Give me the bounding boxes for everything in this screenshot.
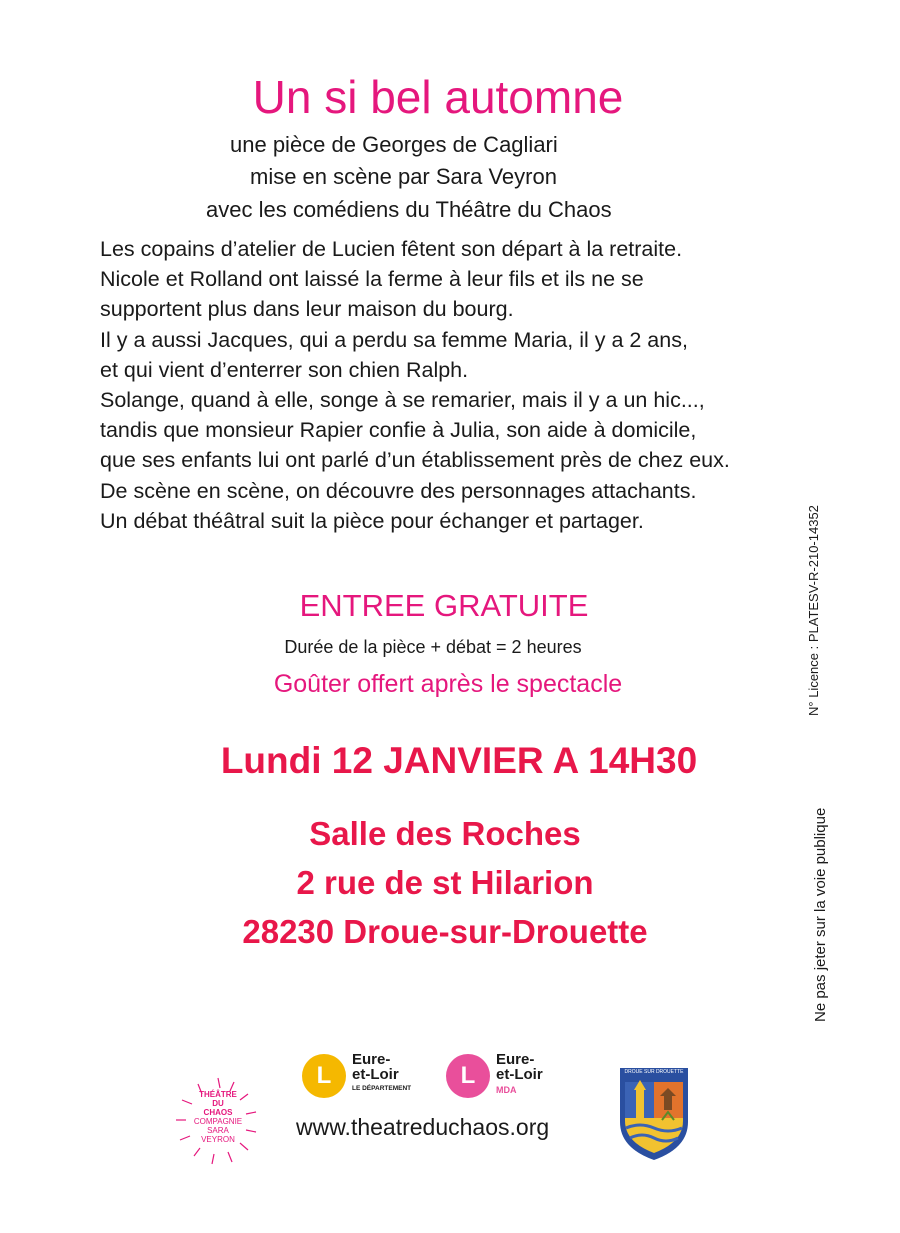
admission-heading: ENTREE GRATUITE [299,588,589,623]
venue-city: 28230 Droue-sur-Drouette [242,913,648,950]
el-pink-circle-icon: L [446,1054,490,1098]
el-logo-tag: LE DÉPARTEMENT [352,1085,412,1092]
venue-name: Salle des Roches [309,815,581,852]
mda-logo-line: et-Loir [496,1066,543,1083]
duration-note: Durée de la pièce + débat = 2 heures [284,637,582,657]
synopsis-line: Un débat théâtral suit la pièce pour échanger et partager. [100,508,644,533]
litter-notice: Ne pas jeter sur la voie publique [812,807,829,1022]
synopsis-line: que ses enfants lui ont parlé d’un établissement près de chez eux. [100,448,730,473]
mda-logo-tag: MDA [496,1085,517,1095]
theatre-du-chaos-logo [168,1070,268,1170]
chaos-logo-line: CHAOS [203,1108,233,1117]
eure-et-loir-departement-logo [302,1050,422,1100]
website-link[interactable]: www.theatreduchaos.org [296,1114,550,1140]
director-line: mise en scène par Sara Veyron [250,164,557,189]
synopsis-line: supportent plus dans leur maison du bourg. [100,297,514,322]
synopsis-line: De scène en scène, on découvre des personnages attachants. [100,478,697,503]
cast-line: avec les comédiens du Théâtre du Chaos [206,197,612,222]
synopsis-line: Il y a aussi Jacques, qui a perdu sa femme Maria, il y a 2 ans, [100,327,688,352]
event-date: Lundi 12 JANVIER A 14H30 [220,740,698,781]
coat-of-arms-icon [616,1066,692,1162]
synopsis-line: Nicole et Rolland ont laissé la ferme à leur fils et ils ne se [100,267,644,292]
chaos-logo-line: SARA [207,1126,229,1135]
play-title: Un si bel automne [252,71,624,123]
chaos-logo-line: DU [212,1099,224,1108]
synopsis-line: et qui vient d’enterrer son chien Ralph. [100,357,469,382]
author-line: une pièce de Georges de Cagliari [230,132,558,157]
venue-street: 2 rue de st Hilarion [296,864,594,901]
synopsis [100,234,730,536]
chaos-logo-line: THÉÂTRE [199,1090,237,1099]
crest-banner: DROUE SUR DROUETTE [624,1069,684,1075]
el-logo-line: et-Loir [352,1066,399,1083]
synopsis-line: tandis que monsieur Rapier confie à Julia, son aide à domicile, [100,418,697,443]
mda-logo-line: Eure- [496,1051,535,1068]
droue-sur-drouette-crest [616,1066,692,1162]
snack-note: Goûter offert après le spectacle [273,670,623,698]
el-logo-line: Eure- [352,1051,391,1068]
synopsis-line: Solange, quand à elle, songe à se remarier, mais il y a un hic..., [100,388,705,413]
chaos-logo-line: VEYRON [201,1135,235,1144]
el-yellow-circle-icon: L [302,1054,346,1098]
chaos-logo-line: COMPAGNIE [193,1117,243,1126]
eure-et-loir-mda-logo [446,1050,566,1100]
licence-number: N° Licence : PLATESV-R-210-14352 [806,505,821,716]
synopsis-line: Les copains d’atelier de Lucien fêtent son départ à la retraite. [100,237,683,261]
